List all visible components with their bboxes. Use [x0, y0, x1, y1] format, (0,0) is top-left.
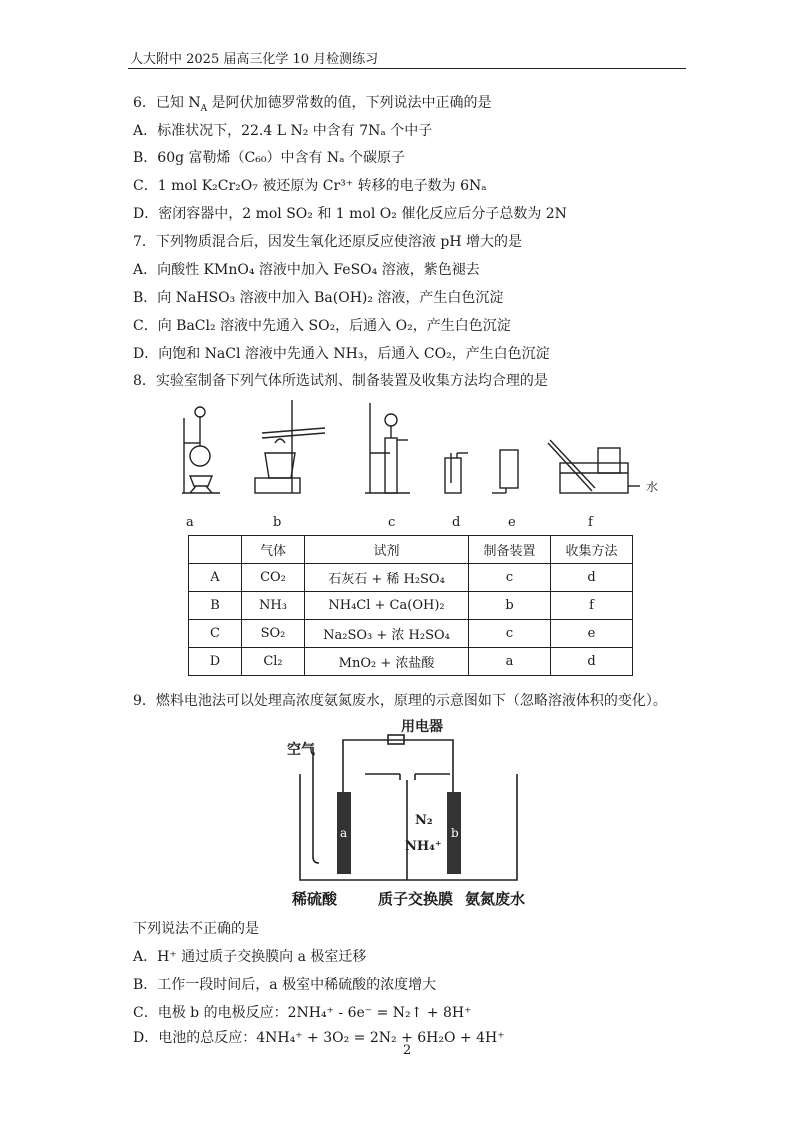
header-divider — [128, 68, 686, 69]
apparatus-label-b: b — [273, 515, 282, 530]
apparatus-d-icon — [445, 453, 468, 493]
table-cell: e — [551, 620, 633, 648]
electrode-b-label: b — [451, 826, 459, 840]
q9-stem: 9．燃料电池法可以处理高浓度氨氮废水，原理的示意图如下（忽略溶液体积的变化）。 — [133, 693, 667, 709]
table-cell: Cl₂ — [242, 648, 305, 676]
table-header-cell: 收集方法 — [551, 536, 633, 564]
table-cell: c — [469, 620, 551, 648]
q7-option-b: B．向 NaHSO₃ 溶液中加入 Ba(OH)₂ 溶液，产生白色沉淀 — [133, 290, 504, 306]
table-header-cell — [189, 536, 242, 564]
table-cell: CO₂ — [242, 564, 305, 592]
q9-prompt: 下列说法不正确的是 — [133, 921, 259, 937]
table-header-row — [189, 536, 633, 564]
table-row — [189, 648, 633, 676]
fuel-cell-diagram — [285, 712, 535, 892]
water-label: 水 — [646, 480, 659, 494]
table-cell: MnO₂ + 浓盐酸 — [305, 648, 469, 676]
apparatus-label-e: e — [508, 515, 516, 530]
q8-apparatus-figure — [170, 398, 670, 508]
table-cell: A — [189, 564, 242, 592]
q8-table — [188, 535, 633, 676]
table-header-cell: 气体 — [242, 536, 305, 564]
table-header-cell: 制备装置 — [469, 536, 551, 564]
table-cell: f — [551, 592, 633, 620]
apparatus-f-icon — [548, 440, 640, 493]
table-row — [189, 620, 633, 648]
apparatus-label-a: a — [186, 515, 194, 530]
table-cell: D — [189, 648, 242, 676]
apparatus-label-c: c — [388, 515, 396, 530]
table-cell: 石灰石 + 稀 H₂SO₄ — [305, 564, 469, 592]
q9-option-c: C．电极 b 的电极反应：2NH₄⁺ - 6e⁻ = N₂↑ + 8H⁺ — [133, 1005, 472, 1021]
table-row — [189, 592, 633, 620]
membrane-label: 质子交换膜 — [378, 890, 454, 908]
q7-option-d: D．向饱和 NaCl 溶液中先通入 NH₃，后通入 CO₂，产生白色沉淀 — [133, 346, 550, 362]
q7-option-c: C．向 BaCl₂ 溶液中先通入 SO₂，后通入 O₂，产生白色沉淀 — [133, 318, 511, 334]
q7-option-a: A．向酸性 KMnO₄ 溶液中加入 FeSO₄ 溶液，紫色褪去 — [133, 262, 480, 278]
apparatus-c-icon — [365, 403, 410, 493]
q6-option-a: A．标准状况下，22.4 L N₂ 中含有 7Nₐ 个中子 — [133, 123, 433, 139]
table-cell: Na₂SO₃ + 浓 H₂SO₄ — [305, 620, 469, 648]
air-label: 空气 — [287, 742, 315, 758]
load-label: 用电器 — [401, 719, 443, 735]
page-header: 人大附中 2025 届高三化学 10 月检测练习 — [130, 52, 379, 67]
right-solution-label: 氨氮废水 — [465, 890, 526, 908]
cell-vessel — [300, 774, 517, 880]
nh4-label: NH₄⁺ — [405, 839, 442, 854]
table-cell: d — [551, 564, 633, 592]
page-number: 2 — [403, 1043, 412, 1058]
q6-option-d: D．密闭容器中，2 mol SO₂ 和 1 mol O₂ 催化反应后分子总数为 2N — [133, 206, 567, 222]
electrode-a-label: a — [340, 826, 348, 840]
apparatus-a-icon — [182, 407, 220, 493]
table-cell: b — [469, 592, 551, 620]
apparatus-b-icon — [255, 400, 325, 493]
table-row — [189, 564, 633, 592]
table-cell: d — [551, 648, 633, 676]
n2-label: N₂ — [415, 813, 433, 828]
apparatus-label-d: d — [452, 515, 461, 530]
circuit-wire — [343, 740, 453, 802]
table-cell: a — [469, 648, 551, 676]
q9-option-d: D．电池的总反应：4NH₄⁺ + 3O₂ = 2N₂ + 6H₂O + 4H⁺ — [133, 1030, 505, 1046]
left-solution-label: 稀硫酸 — [292, 890, 338, 908]
q6-stem: 6．已知 $N_A$ 是阿伏加德罗常数的值，下列说法中正确的是 — [133, 95, 492, 114]
q8-stem: 8．实验室制备下列气体所选试剂、制备装置及收集方法均合理的是 — [133, 373, 548, 389]
q7-stem: 7．下列物质混合后，因发生氧化还原反应使溶液 pH 增大的是 — [133, 234, 522, 250]
table-header-cell: 试剂 — [305, 536, 469, 564]
q6-option-b: B．60g 富勒烯（C₆₀）中含有 Nₐ 个碳原子 — [133, 150, 406, 166]
table-cell: SO₂ — [242, 620, 305, 648]
table-cell: c — [469, 564, 551, 592]
q6-option-c: C．1 mol K₂Cr₂O₇ 被还原为 Cr³⁺ 转移的电子数为 6Nₐ — [133, 178, 487, 194]
table-cell: NH₄Cl + Ca(OH)₂ — [305, 592, 469, 620]
q9-option-b: B．工作一段时间后，a 极室中稀硫酸的浓度增大 — [133, 977, 437, 993]
air-tube-icon — [313, 747, 319, 863]
q9-option-a: A．H⁺ 通过质子交换膜向 a 极室迁移 — [133, 949, 367, 965]
apparatus-label-f: f — [588, 515, 593, 530]
apparatus-e-icon — [492, 450, 518, 493]
table-cell: NH₃ — [242, 592, 305, 620]
table-cell: B — [189, 592, 242, 620]
table-cell: C — [189, 620, 242, 648]
